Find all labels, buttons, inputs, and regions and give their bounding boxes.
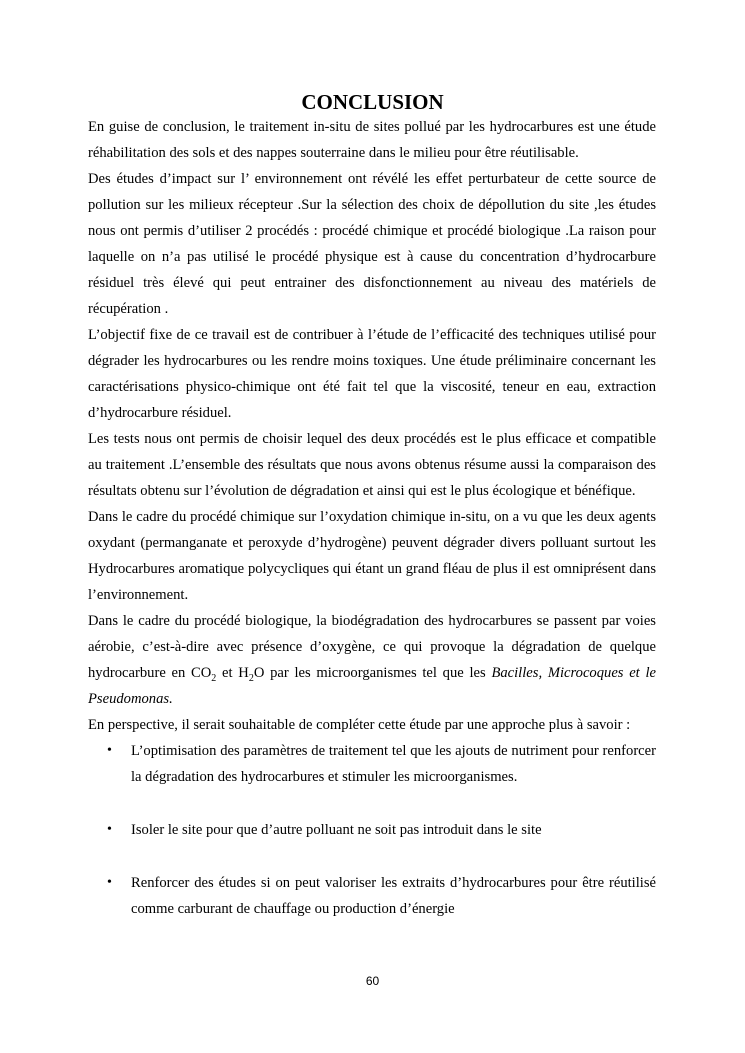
bio-text-3: O par les microorganismes tel que les <box>253 665 492 681</box>
list-item-text: L’optimisation des paramètres de traitement tel que les ajouts de nutriment pour renforcer la dégradation des hydrocarbures et stimuler les microorganismes. <box>131 743 656 785</box>
page-title: CONCLUSION <box>301 90 444 114</box>
list-item-text: Renforcer des études si on peut valoriser les extraits d’hydrocarbures pour être réutilisé comme carburant de chauffage ou production d’énergie <box>131 875 656 917</box>
perspective-list <box>88 738 656 922</box>
paragraph-impact: Des études d’impact sur l’ environnement ont révélé les effet perturbateur de cette source de pollution sur les milieux récepteur .Sur la sélection des choix de dépollution du site ,les études nous ont permis d’utiliser 2 procédés : procédé chimique et procédé biologique .La raison pour laquelle on n’a pas utilisé le procédé physique est à cause du concentration d’hydrocarbure résiduel très élevé qui peut entrainer des disfonctionnement au niveau des matériels de récupération . <box>88 171 656 317</box>
paragraph-objective: L’objectif fixe de ce travail est de contribuer à l’étude de l’efficacité des techniques utilisé pour dégrader les hydrocarbures ou les rendre moins toxiques. Une étude préliminaire concernant les caractérisations physico-chimique ont été fait tel que la viscosité, teneur en eau, extraction d’hydrocarbure résiduel. <box>88 327 656 421</box>
bullet-icon: • <box>107 743 112 758</box>
bio-text-1: Dans le cadre du procédé biologique, la biodégradation des hydrocarbures se passent par voies aérobie, c’est-à-dire avec présence d’oxygène, ce qui provoque la dégradation de quelque hydrocarbure en CO <box>88 613 656 681</box>
paragraph-chemical: Dans le cadre du procédé chimique sur l’oxydation chimique in-situ, on a vu que les deux agents oxydant (permanganate et peroxyde d’hydrogène) peuvent dégrader divers polluant surtout les Hydrocarbures aromatique polycycliques qui étant un grand fléau de plus il est omniprésent dans l’environnement. <box>88 509 656 603</box>
bio-organisms: Bacilles, Microcoques et le Pseudomonas. <box>88 665 656 707</box>
list-item <box>88 870 656 922</box>
bullet-icon: • <box>107 875 112 890</box>
list-item <box>88 817 656 843</box>
list-item-text: Isoler le site pour que d’autre polluant ne soit pas introduit dans le site <box>131 822 542 838</box>
h2o-subscript: 2 <box>248 672 254 684</box>
bio-text-2: et H <box>216 665 249 681</box>
body-text <box>88 114 656 922</box>
page-number: 60 <box>365 974 380 988</box>
co2-subscript: 2 <box>211 672 217 684</box>
list-item <box>88 738 656 790</box>
bullet-icon: • <box>107 822 112 837</box>
paragraph-tests: Les tests nous ont permis de choisir lequel des deux procédés est le plus efficace et compatible au traitement .L’ensemble des résultats que nous avons obtenus résume aussi la comparaison des résultats obtenu sur l’évolution de dégradation et ainsi qui est le plus écologique et bénéfique. <box>88 431 656 499</box>
paragraph-intro: En guise de conclusion, le traitement in-situ de sites pollué par les hydrocarbures est une étude réhabilitation des sols et des nappes souterraine dans le milieu pour être réutilisable. <box>88 119 656 161</box>
paragraph-biological <box>88 608 656 712</box>
paragraph-perspective: En perspective, il serait souhaitable de compléter cette étude par une approche plus à savoir : <box>88 717 631 733</box>
